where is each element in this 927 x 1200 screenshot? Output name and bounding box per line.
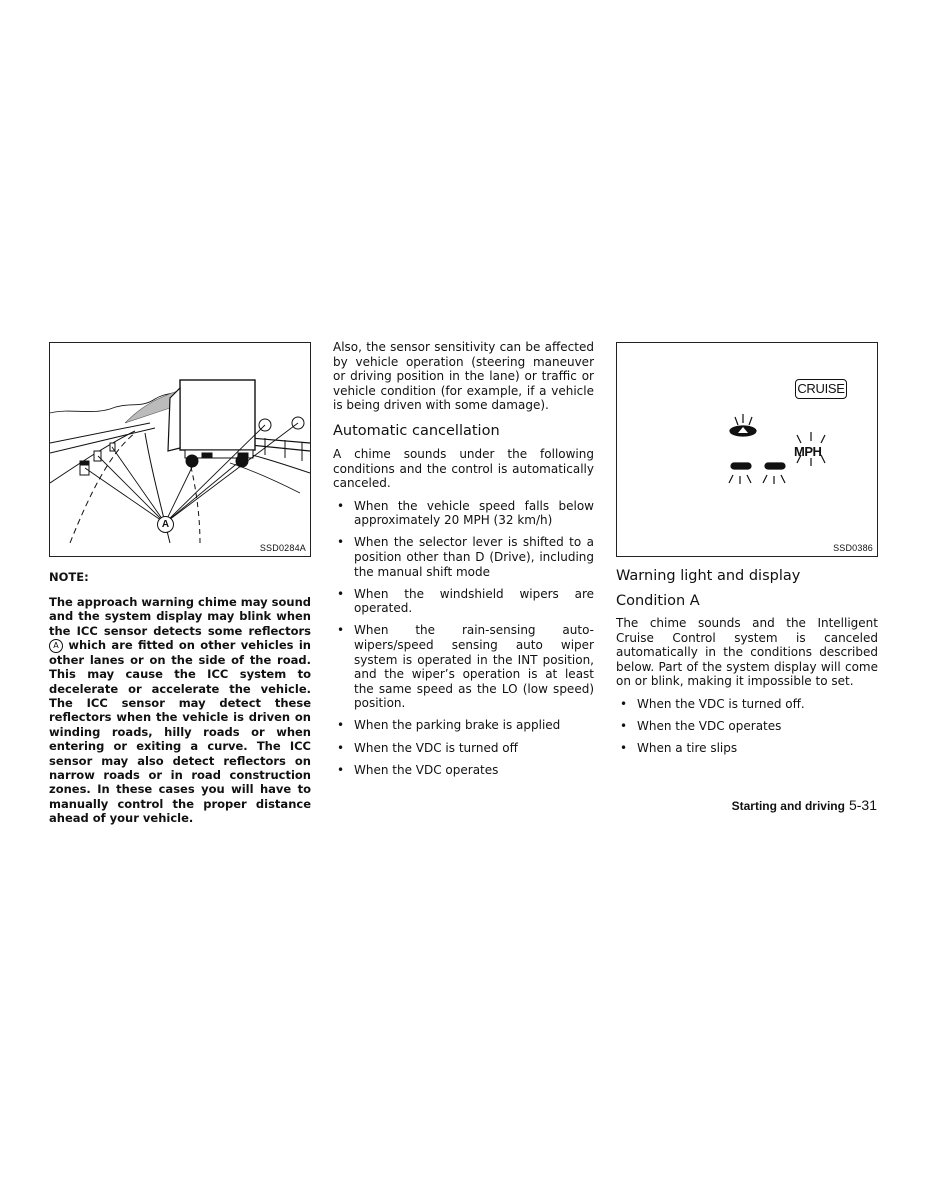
callout-a-marker bbox=[157, 516, 174, 533]
bullet-icon: • bbox=[337, 535, 345, 550]
bullet-icon: • bbox=[620, 741, 628, 756]
page-number: 5-31 bbox=[848, 797, 877, 813]
bullet-icon: • bbox=[337, 623, 345, 638]
list-item-text: When the parking brake is applied bbox=[354, 718, 561, 733]
callout-a-label: A bbox=[161, 519, 170, 530]
bullet-icon: • bbox=[620, 696, 628, 711]
list-item-text: When a tire slips bbox=[637, 741, 738, 756]
bullet-icon: • bbox=[337, 586, 345, 601]
list-item-text: When the vehicle speed falls below approximately 20 MPH (32 km/h) bbox=[354, 498, 594, 528]
list-item-text: When the selector lever is shifted to a position other than D (Drive), including the manual shift mode bbox=[354, 535, 594, 579]
list-item bbox=[616, 697, 878, 712]
list-item-text: When the rain-sensing auto-wipers/speed sensing auto wiper system is operated in the INT position, and the wiper’s operation is at least the same speed as the LO (low speed) position. bbox=[354, 623, 594, 711]
list-item bbox=[333, 741, 594, 756]
footer-section-name: Starting and driving bbox=[731, 799, 845, 813]
figure-id: SSD0284A bbox=[259, 543, 306, 553]
cruise-label: CRUISE bbox=[797, 381, 845, 396]
figure-road-reflectors bbox=[49, 342, 311, 557]
display-segments-illustration bbox=[617, 403, 877, 543]
road-reflector-illustration bbox=[50, 343, 310, 543]
warning-light-heading: Warning light and display bbox=[616, 568, 801, 584]
list-item bbox=[333, 718, 594, 733]
list-item bbox=[333, 535, 594, 579]
middle-column bbox=[333, 340, 594, 785]
condition-a-list bbox=[616, 697, 878, 756]
list-item-text: When the windshield wipers are operated. bbox=[354, 586, 594, 616]
figure-id: SSD0386 bbox=[833, 543, 873, 553]
figure-cruise-display bbox=[616, 342, 878, 557]
bullet-icon: • bbox=[337, 762, 345, 777]
note-heading: NOTE: bbox=[49, 570, 89, 584]
bullet-icon: • bbox=[337, 718, 345, 733]
list-item bbox=[333, 499, 594, 528]
page-footer bbox=[732, 797, 877, 815]
bullet-icon: • bbox=[337, 498, 345, 513]
cruise-indicator bbox=[795, 379, 847, 399]
condition-a-heading: Condition A bbox=[616, 593, 700, 609]
note-text bbox=[49, 595, 311, 826]
marker-a-icon: A bbox=[49, 639, 63, 653]
condition-a-paragraph: The chime sounds and the Intelligent Cruise Control system is canceled automatically in the conditions described below. Part of the system display will come on or blink, making it impossible to set. bbox=[616, 616, 878, 689]
list-item bbox=[333, 763, 594, 778]
cancellation-list bbox=[333, 499, 594, 778]
chime-paragraph: A chime sounds under the following conditions and the control is automatically canceled. bbox=[333, 446, 594, 491]
list-item-text: When the VDC operates bbox=[354, 762, 499, 777]
note-text-part2: which are fitted on other vehicles in other lanes or on the side of the road. This may cause the ICC system to decelerate or accelerate the vehicle. The ICC sensor may detect these reflectors when the vehicle is driven on winding roads, hilly roads or when entering or exiting a curve. The ICC sensor may also detect reflectors on narrow roads or in road construction zones. In these cases you will have to manually control the proper distance ahead of your vehicle. bbox=[49, 638, 311, 826]
automatic-cancellation-heading: Automatic cancellation bbox=[333, 422, 500, 439]
mph-label: MPH bbox=[794, 444, 822, 459]
list-item bbox=[616, 719, 878, 734]
right-column bbox=[616, 562, 878, 763]
sensitivity-paragraph: Also, the sensor sensitivity can be affected by vehicle operation (steering maneuver or driving position in the lane) or traffic or vehicle condition (for example, if a vehicle is being driven with some damage). bbox=[333, 340, 594, 413]
bullet-icon: • bbox=[620, 719, 628, 734]
list-item bbox=[333, 587, 594, 616]
list-item-text: When the VDC operates bbox=[637, 719, 782, 734]
list-item-text: When the VDC is turned off bbox=[354, 740, 518, 755]
mph-indicator bbox=[794, 444, 821, 459]
list-item bbox=[616, 741, 878, 756]
list-item-text: When the VDC is turned off. bbox=[637, 696, 805, 711]
note-block bbox=[49, 570, 311, 826]
list-item bbox=[333, 623, 594, 711]
bullet-icon: • bbox=[337, 740, 345, 755]
note-text-part1: The approach warning chime may sound and the system display may blink when the ICC sensor detects some reflectors bbox=[49, 595, 311, 638]
